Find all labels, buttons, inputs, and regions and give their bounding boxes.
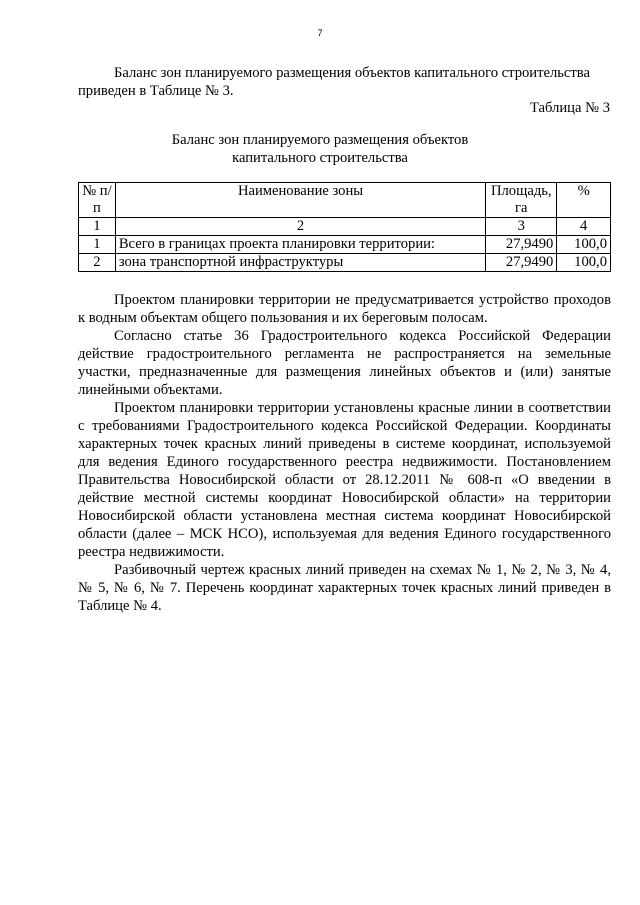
table-label: Таблица № 3: [530, 100, 610, 116]
table-row: [79, 236, 611, 254]
row-area: 27,9490: [486, 236, 557, 254]
body-text: [78, 291, 611, 615]
paragraph-layout-drawing: Разбивочный чертеж красных линий приведен на схемах № 1, № 2, № 3, № 4, № 5, № 6, № 7. Перечень координат характерных точек красных линий приведен в Таблице № 4.: [78, 562, 611, 614]
col-number: 4: [557, 218, 611, 236]
header-num: № п/п: [79, 183, 116, 218]
paragraph-regulation: Согласно статье 36 Градостроительного кодекса Российской Федерации действие градостроительного регламента не распространяется на земельные участки, предназначенные для размещения линейных объектов и (или) занятые линейными объектами.: [78, 328, 611, 398]
row-num: 2: [79, 254, 116, 272]
row-name: зона транспортной инфраструктуры: [115, 254, 485, 272]
table-title: [0, 131, 640, 167]
row-num: 1: [79, 236, 116, 254]
col-number: 2: [115, 218, 485, 236]
table-title-line: Баланс зон планируемого размещения объектов: [171, 132, 469, 148]
col-number: 3: [486, 218, 557, 236]
col-number: 1: [79, 218, 116, 236]
paragraph-water-access: Проектом планировки территории не предусматривается устройство проходов к водным объектам общего пользования и их береговым полосам.: [78, 292, 611, 326]
intro-paragraph: Баланс зон планируемого размещения объектов капитального строительства приведен в Таблице № 3.: [78, 65, 590, 99]
header-area: Площадь, га: [486, 183, 557, 218]
zone-balance-table: [78, 182, 611, 272]
header-name: Наименование зоны: [115, 183, 485, 218]
page-number: 7: [317, 28, 323, 38]
paragraph-red-lines: Проектом планировки территории установлены красные линии в соответствии с требованиями Градостроительного кодекса Российской Федерации. Координаты характерных точек красных линий приведены в системе координат, используемой для ведения Единого государственного реестра недвижимости. Постановлением Правительства Новосибирской области от 28.12.2011 № 608-п «О введении в действие местной системы координат Новосибирской области» на территории Новосибирской области установлена местная система координат Новосибирской области (далее – МСК НСО), используемая для ведения Единого государственного реестра недвижимости.: [78, 400, 611, 560]
row-name: Всего в границах проекта планировки территории:: [115, 236, 485, 254]
row-pct: 100,0: [557, 236, 611, 254]
table-header-row: [79, 183, 611, 218]
row-pct: 100,0: [557, 254, 611, 272]
table-row: [79, 254, 611, 272]
header-pct: %: [557, 183, 611, 218]
row-area: 27,9490: [486, 254, 557, 272]
column-number-row: [79, 218, 611, 236]
table-title-line: капитального строительства: [232, 150, 408, 166]
